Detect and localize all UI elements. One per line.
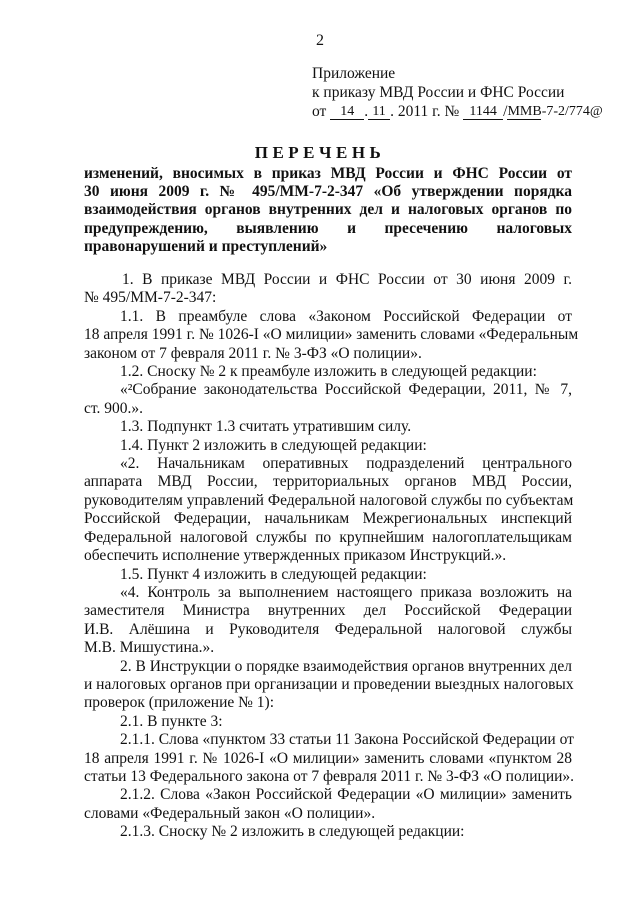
body-line: заместителя Министра внутренних дел Российской Федерации [84,602,572,620]
body-line: 1.4. Пункт 2 изложить в следующей редакции: [120,436,427,454]
appendix-month: 11 [368,105,390,120]
body-line: № 495/ММ-7-2-347: [84,289,217,307]
body-line: 18 апреля 1991 г. № 1026-I «О милиции» заменить словами «Федеральным [84,326,579,344]
body-line: обеспечить исполнение утвержденных приказом Инструкций.». [84,547,507,565]
body-line: 1. В приказе МВД России и ФНС России от 30 июня 2009 г. [122,271,572,288]
heading-line: правонарушений и преступлений» [84,237,328,255]
document-heading [84,165,572,256]
body-line: 1.3. Подпункт 1.3 считать утратившим силу. [120,418,412,436]
body-line: Федеральной налоговой службы по крупнейшим налогоплательщикам [84,528,572,546]
appendix-line-3: от 14 . 11 . 2011 г. № 1144 /ММВ-7-2/774@ [312,103,603,120]
appendix-slash: / [503,103,508,120]
body-line: 1.1. В преамбуле слова «Законом Российской Федерации от [120,307,572,325]
body-line: 2. В Инструкции о порядке взаимодействия органов внутренних дел [120,657,572,675]
body-line: «²Собрание законодательства Российской Федерации, 2011, № 7, [120,381,572,399]
appendix-number-2: ММВ-7-2/774@ [507,104,603,119]
body-line: аппарата МВД России, территориальных органов МВД России, [84,473,572,491]
appendix-year: . 2011 г. № [390,103,460,120]
body-line: Российской Федерации, начальникам Межрегиональных инспекций [84,510,572,528]
appendix-line-2: к приказу МВД России и ФНС России [312,84,565,101]
heading-line: предупреждению, выявлению и пресечению налоговых [84,219,572,237]
body-line: 2.1.2. Слова «Закон Российской Федерации «О милиции» заменить [120,786,572,804]
body-line: руководителям управлений Федеральной налоговой службы по субъектам [84,491,574,509]
body-line: словами «Федеральный закон «О полиции». [84,804,376,822]
appendix-day: 14 [330,105,364,120]
heading-line: изменений, вносимых в приказ МВД России и ФНС России от [84,165,572,182]
heading-line: 30 июня 2009 г. № 495/ММ-7-2-347 «Об утверждении порядка [84,183,572,201]
appendix-number-1: 1144 [463,105,503,120]
body-line: «2. Начальникам оперативных подразделений центрального [120,455,572,473]
body-line: «4. Контроль за выполнением настоящего приказа возложить на [120,583,572,601]
body-line: статьи 13 Федерального закона от 7 февраля 2011 г. № 3-ФЗ «О полиции». [84,767,575,785]
body-line: и налоговых органов при организации и проведении выездных налоговых [84,675,574,693]
appendix-line-1: Приложение [312,65,396,82]
document-body [84,271,579,842]
body-line: 2.1. В пункте 3: [120,712,223,730]
body-line: 1.2. Сноску № 2 к преамбуле изложить в следующей редакции: [120,363,537,381]
body-line: М.В. Мишустина.». [84,639,215,657]
body-line: законом от 7 февраля 2011 г. № 3-ФЗ «О полиции». [84,344,422,362]
document-title: ПЕРЕЧЕНЬ [254,143,386,162]
body-line: И.В. Алёшина и Руководителя Федеральной налоговой службы [84,620,572,638]
body-line: ст. 900.». [84,399,143,417]
page-number: 2 [316,32,324,49]
body-line: 2.1.1. Слова «пунктом 33 статьи 11 Закона Российской Федерации от [120,731,574,749]
body-line: 2.1.3. Сноску № 2 изложить в следующей редакции: [120,823,465,841]
appendix-from: от [312,103,327,120]
body-line: 1.5. Пункт 4 изложить в следующей редакции: [120,565,427,583]
body-line: проверок (приложение № 1): [84,694,275,712]
heading-line: взаимодействия органов внутренних дел и налоговых органов по [84,201,572,219]
body-line: 18 апреля 1991 г. № 1026-I «О милиции» заменить словами «пунктом 28 [84,749,572,767]
appendix-block [312,64,632,121]
